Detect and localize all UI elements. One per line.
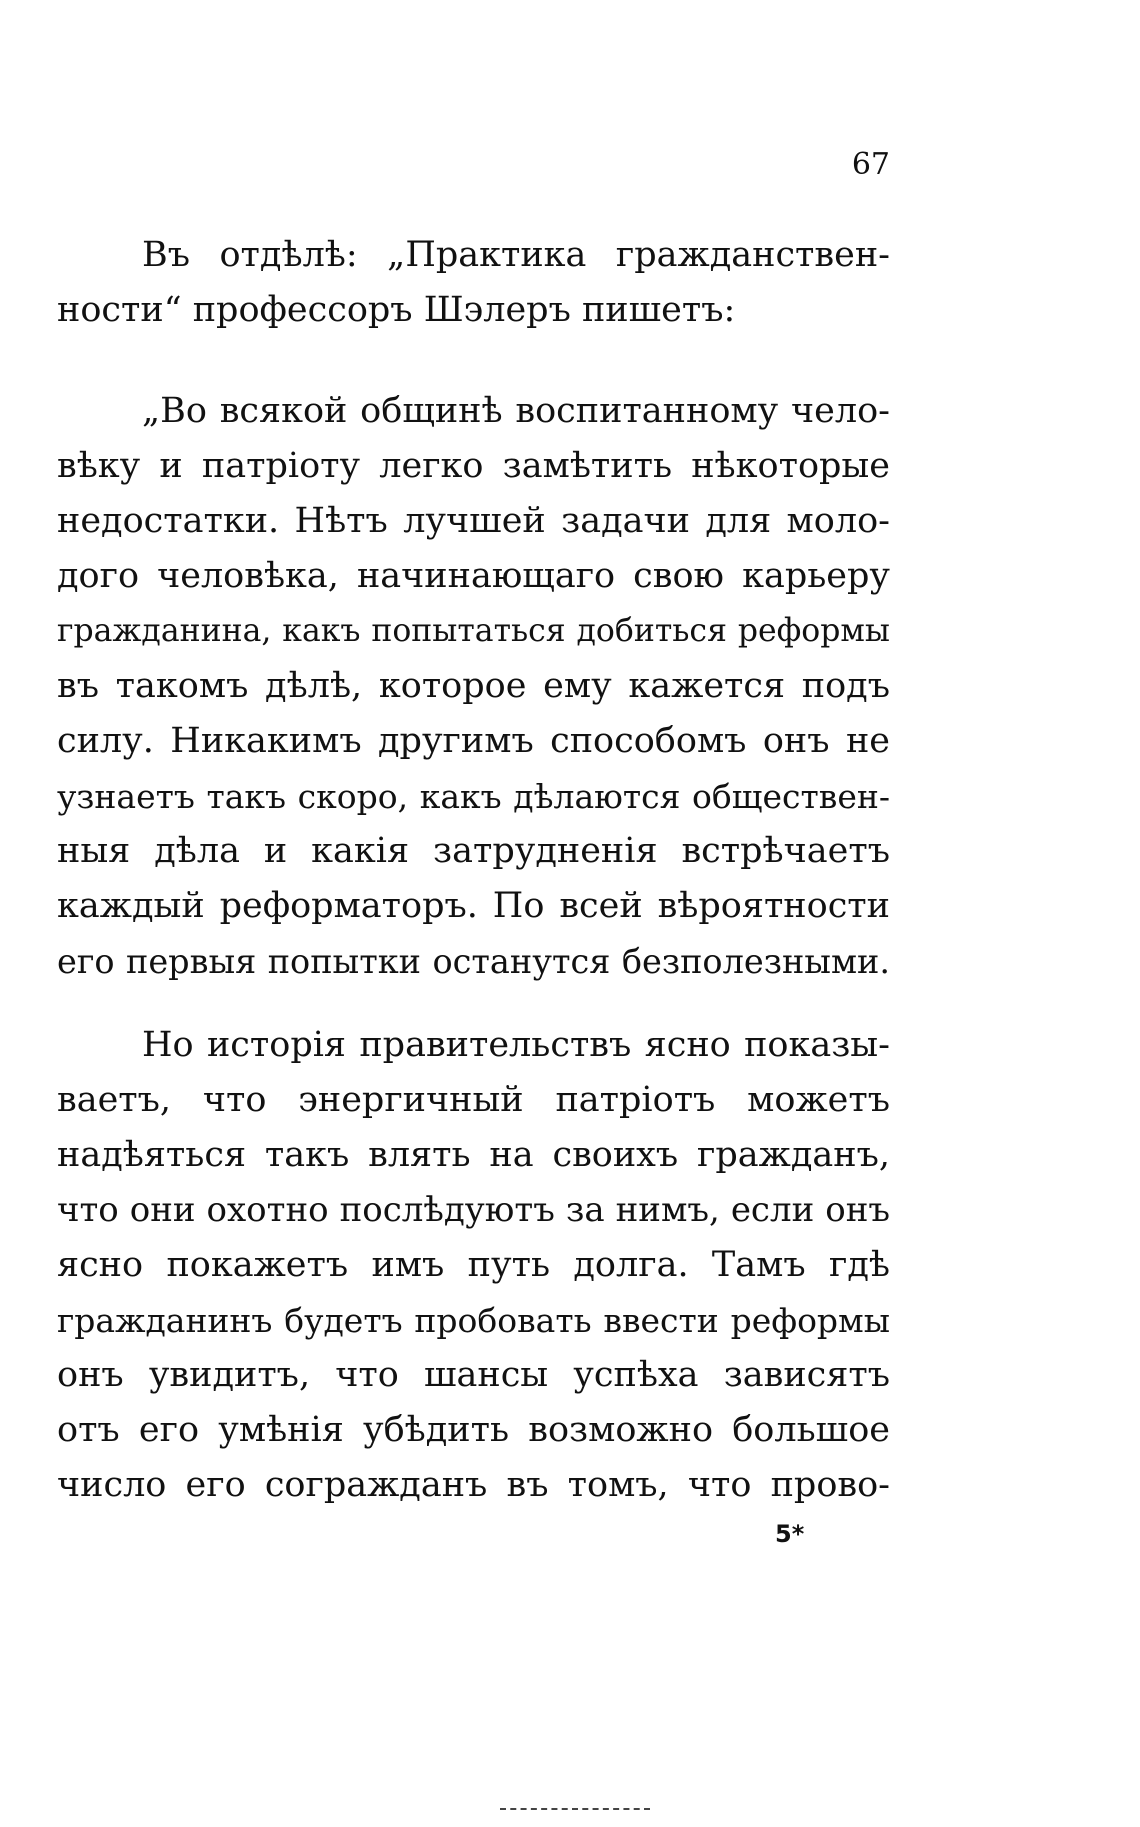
signature-mark: 5*	[775, 1520, 805, 1548]
text-line: его первыя попытки останутся безполезными.	[57, 942, 890, 981]
paragraph-history	[57, 1018, 890, 1513]
text-line: „Во всякой общинѣ воспитанному чело-	[142, 391, 890, 431]
text-line: въ такомъ дѣлѣ, которое ему кажется подъ	[57, 666, 890, 706]
text-line: что они охотно послѣдуютъ за нимъ, если онъ	[57, 1190, 890, 1230]
text-line: надѣяться такъ влять на своихъ гражданъ,	[57, 1135, 890, 1175]
bottom-divider	[500, 1808, 650, 1810]
text-line: узнаетъ такъ скоро, какъ дѣлаются обществен-	[57, 777, 890, 816]
text-line: ности“ профессоръ Шэлеръ пишетъ:	[57, 290, 736, 330]
paragraph-quote	[57, 384, 890, 989]
text-line: каждый реформаторъ. По всей вѣроятности	[57, 886, 890, 926]
page-number: 67	[851, 147, 890, 182]
text-line: отъ его умѣнія убѣдить возможно большое	[57, 1410, 890, 1450]
text-line: Въ отдѣлѣ: „Практика гражданствен-	[142, 235, 890, 275]
text-line: силу. Никакимъ другимъ способомъ онъ не	[57, 721, 890, 761]
text-line: ныя дѣла и какія затрудненія встрѣчаетъ	[57, 831, 890, 871]
paragraph-intro	[57, 228, 890, 338]
text-line: гражданина, какъ попытаться добиться реформы	[57, 613, 890, 649]
text-line: Но исторія правительствъ ясно показы-	[142, 1025, 890, 1065]
text-line: вѣку и патріоту легко замѣтить нѣкоторые	[57, 446, 890, 486]
text-line: дого человѣка, начинающаго свою карьеру	[57, 556, 890, 596]
text-line: ваетъ, что энергичный патріотъ можетъ	[57, 1080, 890, 1120]
text-line: недостатки. Нѣтъ лучшей задачи для моло-	[57, 501, 890, 541]
text-line: число его согражданъ въ томъ, что прово-	[57, 1465, 890, 1505]
text-line: гражданинъ будетъ пробовать ввести реформы	[57, 1301, 890, 1340]
text-line: онъ увидитъ, что шансы успѣха зависятъ	[57, 1355, 890, 1395]
text-line: ясно покажетъ имъ путь долга. Тамъ гдѣ	[57, 1245, 890, 1285]
